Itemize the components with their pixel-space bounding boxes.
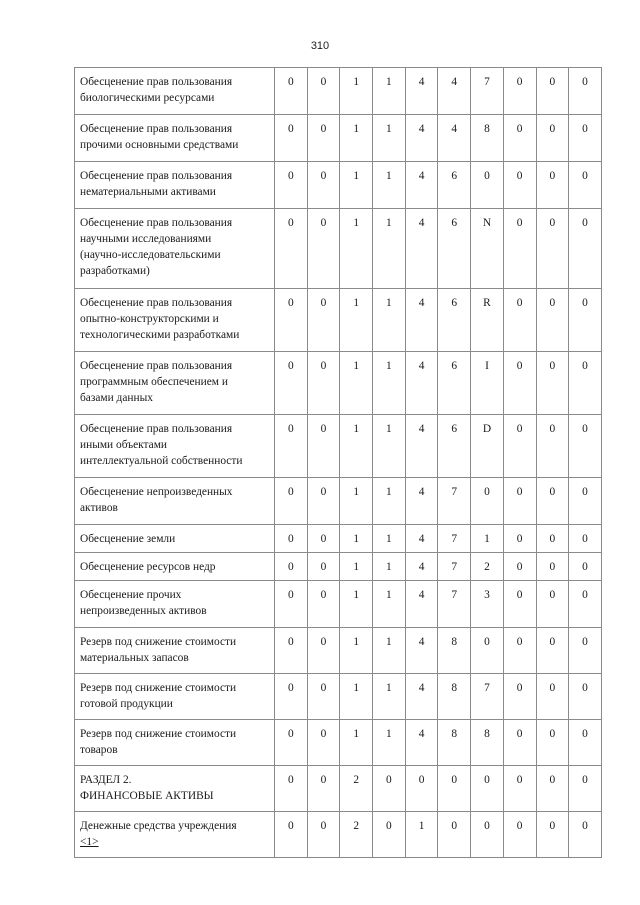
table-row [75, 478, 602, 525]
account-name-cell [75, 415, 275, 478]
code-digit-cell: 0 [569, 115, 602, 162]
code-digit-cell: 4 [405, 525, 438, 553]
code-digit-cell: 1 [340, 162, 373, 209]
code-digit-cell: 0 [503, 553, 536, 581]
table-row [75, 628, 602, 674]
code-digit-cell: 2 [340, 766, 373, 812]
code-digit-cell: 0 [536, 478, 569, 525]
code-digit-cell: 8 [438, 720, 471, 766]
code-digit-cell: 0 [471, 812, 504, 858]
account-name-line: нематериальными активами [80, 186, 216, 198]
code-digit-cell: 0 [307, 628, 340, 674]
code-digit-cell: 6 [438, 162, 471, 209]
code-digit-cell: 0 [307, 415, 340, 478]
code-digit-cell: 8 [471, 115, 504, 162]
code-digit-cell: 0 [307, 115, 340, 162]
account-name-line: разработками) [80, 265, 150, 277]
code-digit-cell: 1 [340, 115, 373, 162]
account-name-line: активов [80, 502, 118, 514]
code-digit-cell: N [471, 209, 504, 289]
table-body [75, 68, 602, 858]
code-digit-cell: 0 [503, 478, 536, 525]
table-row [75, 115, 602, 162]
code-digit-cell: 0 [536, 674, 569, 720]
code-digit-cell: 0 [503, 525, 536, 553]
code-digit-cell: 6 [438, 209, 471, 289]
account-name-line: Обесценение прав пользования [80, 123, 233, 135]
code-digit-cell: 0 [307, 525, 340, 553]
code-digit-cell: 0 [503, 628, 536, 674]
code-digit-cell: 0 [536, 812, 569, 858]
code-digit-cell: 4 [405, 628, 438, 674]
code-digit-cell: 0 [275, 720, 308, 766]
table-row [75, 289, 602, 352]
table-row [75, 352, 602, 415]
code-digit-cell: 4 [405, 553, 438, 581]
code-digit-cell: 0 [536, 581, 569, 628]
code-digit-cell: 4 [438, 115, 471, 162]
code-digit-cell: 1 [373, 289, 406, 352]
account-name-line: базами данных [80, 392, 153, 404]
table-row [75, 674, 602, 720]
code-digit-cell: 0 [503, 209, 536, 289]
code-digit-cell: 1 [373, 553, 406, 581]
code-digit-cell: 0 [275, 162, 308, 209]
code-digit-cell: 0 [503, 812, 536, 858]
code-digit-cell: 0 [569, 415, 602, 478]
code-digit-cell: 1 [373, 352, 406, 415]
code-digit-cell: 0 [275, 115, 308, 162]
code-digit-cell: 0 [536, 162, 569, 209]
code-digit-cell: 0 [569, 209, 602, 289]
code-digit-cell: 0 [275, 478, 308, 525]
code-digit-cell: 0 [275, 68, 308, 115]
code-digit-cell: 1 [373, 209, 406, 289]
account-name-line: биологическими ресурсами [80, 92, 215, 104]
account-name-line: Обесценение прав пользования [80, 360, 233, 372]
code-digit-cell: 0 [373, 766, 406, 812]
code-digit-cell: 0 [307, 674, 340, 720]
code-digit-cell: 1 [373, 68, 406, 115]
account-name-line: интеллектуальной собственности [80, 455, 243, 467]
account-name-cell [75, 162, 275, 209]
account-name-line: программным обеспечением и [80, 376, 228, 388]
account-name-cell [75, 289, 275, 352]
code-digit-cell: 1 [340, 720, 373, 766]
account-name-line: Обесценение прав пользования [80, 76, 233, 88]
account-name-line: Обесценение ресурсов недр [80, 561, 216, 573]
account-name-line: Обесценение прочих [80, 589, 182, 601]
account-name-line: Обесценение земли [80, 533, 176, 545]
code-digit-cell: 4 [405, 209, 438, 289]
code-digit-cell: 0 [536, 289, 569, 352]
code-digit-cell: 1 [340, 68, 373, 115]
code-digit-cell: 0 [275, 415, 308, 478]
account-name-line: Обесценение непроизведенных [80, 486, 233, 498]
account-name-line: ФИНАНСОВЫЕ АКТИВЫ [80, 790, 214, 802]
code-digit-cell: 0 [536, 628, 569, 674]
account-name-line: Обесценение прав пользования [80, 170, 233, 182]
account-name-cell [75, 115, 275, 162]
account-name-line: Резерв под снижение стоимости [80, 682, 237, 694]
accounts-table [74, 67, 602, 858]
account-name-line: научными исследованиями [80, 233, 212, 245]
code-digit-cell: 2 [340, 812, 373, 858]
code-digit-cell: 1 [340, 553, 373, 581]
code-digit-cell: 0 [275, 553, 308, 581]
code-digit-cell: 4 [405, 162, 438, 209]
code-digit-cell: 0 [503, 674, 536, 720]
code-digit-cell: 0 [471, 162, 504, 209]
account-name-line: Резерв под снижение стоимости [80, 728, 237, 740]
code-digit-cell: 0 [307, 553, 340, 581]
code-digit-cell: 0 [569, 812, 602, 858]
code-digit-cell: 0 [503, 581, 536, 628]
code-digit-cell: I [471, 352, 504, 415]
code-digit-cell: 0 [569, 68, 602, 115]
code-digit-cell: 0 [536, 525, 569, 553]
account-name-line: непроизведенных активов [80, 605, 207, 617]
code-digit-cell: 6 [438, 415, 471, 478]
account-name-line: (научно-исследовательскими [80, 249, 221, 261]
code-digit-cell: 0 [307, 162, 340, 209]
code-digit-cell: 0 [536, 115, 569, 162]
code-digit-cell: 0 [275, 812, 308, 858]
code-digit-cell: 8 [438, 628, 471, 674]
account-name-cell [75, 352, 275, 415]
code-digit-cell: 0 [438, 766, 471, 812]
code-digit-cell: 0 [275, 581, 308, 628]
account-name-line: материальных запасов [80, 652, 189, 664]
code-digit-cell: 0 [503, 766, 536, 812]
code-digit-cell: 0 [503, 68, 536, 115]
account-name-line: прочими основными средствами [80, 139, 239, 151]
code-digit-cell: 4 [405, 115, 438, 162]
code-digit-cell: 0 [275, 766, 308, 812]
code-digit-cell: 0 [307, 289, 340, 352]
table-row [75, 209, 602, 289]
code-digit-cell: R [471, 289, 504, 352]
code-digit-cell: 1 [471, 525, 504, 553]
code-digit-cell: 6 [438, 289, 471, 352]
code-digit-cell: 0 [569, 766, 602, 812]
code-digit-cell: 0 [569, 162, 602, 209]
code-digit-cell: 4 [405, 478, 438, 525]
table-row [75, 766, 602, 812]
account-name-cell [75, 674, 275, 720]
code-digit-cell: 1 [340, 674, 373, 720]
code-digit-cell: 6 [438, 352, 471, 415]
table-row [75, 525, 602, 553]
code-digit-cell: 7 [438, 553, 471, 581]
code-digit-cell: 4 [405, 289, 438, 352]
table-row [75, 812, 602, 858]
table-row [75, 720, 602, 766]
code-digit-cell: 0 [275, 525, 308, 553]
account-name-line: РАЗДЕЛ 2. [80, 774, 132, 786]
account-name-line: технологическими разработками [80, 329, 240, 341]
code-digit-cell: 1 [340, 581, 373, 628]
account-name-cell [75, 478, 275, 525]
code-digit-cell: 2 [471, 553, 504, 581]
code-digit-cell: 4 [405, 352, 438, 415]
code-digit-cell: 0 [569, 674, 602, 720]
code-digit-cell: 1 [373, 674, 406, 720]
code-digit-cell: 0 [569, 720, 602, 766]
code-digit-cell: 0 [471, 478, 504, 525]
code-digit-cell: 0 [569, 525, 602, 553]
account-name-cell [75, 581, 275, 628]
code-digit-cell: 4 [405, 68, 438, 115]
code-digit-cell: 0 [569, 581, 602, 628]
code-digit-cell: 0 [503, 115, 536, 162]
account-name-cell [75, 812, 275, 858]
code-digit-cell: 1 [340, 478, 373, 525]
page-number: 310 [310, 40, 330, 52]
account-name-line: Резерв под снижение стоимости [80, 636, 237, 648]
account-name-line: товаров [80, 744, 118, 756]
code-digit-cell: 0 [307, 766, 340, 812]
code-digit-cell: 1 [340, 525, 373, 553]
code-digit-cell: 0 [307, 720, 340, 766]
code-digit-cell: 0 [503, 352, 536, 415]
code-digit-cell: 0 [536, 352, 569, 415]
code-digit-cell: 7 [471, 674, 504, 720]
code-digit-cell: 0 [307, 478, 340, 525]
code-digit-cell: 0 [503, 289, 536, 352]
code-digit-cell: 1 [373, 115, 406, 162]
account-name-line: Обесценение прав пользования [80, 423, 233, 435]
account-name-cell [75, 209, 275, 289]
code-digit-cell: 0 [569, 628, 602, 674]
table-row [75, 68, 602, 115]
table-row [75, 581, 602, 628]
code-digit-cell: 0 [536, 720, 569, 766]
code-digit-cell: 0 [471, 766, 504, 812]
footnote-link[interactable]: <1> [80, 836, 99, 848]
code-digit-cell: 0 [275, 628, 308, 674]
code-digit-cell: 0 [275, 352, 308, 415]
code-digit-cell: 0 [307, 812, 340, 858]
code-digit-cell: 7 [438, 581, 471, 628]
code-digit-cell: 4 [405, 674, 438, 720]
account-name-cell [75, 766, 275, 812]
code-digit-cell: 4 [405, 415, 438, 478]
code-digit-cell: 0 [503, 162, 536, 209]
account-name-cell [75, 720, 275, 766]
account-name-line: Обесценение прав пользования [80, 297, 233, 309]
code-digit-cell: 1 [340, 352, 373, 415]
code-digit-cell: 0 [569, 553, 602, 581]
account-name-cell [75, 525, 275, 553]
code-digit-cell: 0 [536, 415, 569, 478]
account-name-line: Обесценение прав пользования [80, 217, 233, 229]
table-row [75, 553, 602, 581]
code-digit-cell: 1 [373, 628, 406, 674]
code-digit-cell: 8 [438, 674, 471, 720]
code-digit-cell: 1 [373, 525, 406, 553]
code-digit-cell: 1 [340, 209, 373, 289]
code-digit-cell: 0 [569, 352, 602, 415]
code-digit-cell: 7 [438, 478, 471, 525]
code-digit-cell: 1 [373, 581, 406, 628]
code-digit-cell: 1 [340, 415, 373, 478]
code-digit-cell: 0 [536, 209, 569, 289]
code-digit-cell: 0 [503, 415, 536, 478]
code-digit-cell: 1 [340, 289, 373, 352]
code-digit-cell: 4 [438, 68, 471, 115]
code-digit-cell: 0 [438, 812, 471, 858]
account-name-line: готовой продукции [80, 698, 173, 710]
code-digit-cell: 0 [503, 720, 536, 766]
code-digit-cell: 7 [438, 525, 471, 553]
code-digit-cell: 0 [405, 766, 438, 812]
account-name-line: Денежные средства учреждения [80, 820, 237, 832]
code-digit-cell: 7 [471, 68, 504, 115]
code-digit-cell: 0 [275, 209, 308, 289]
account-name-cell [75, 553, 275, 581]
code-digit-cell: D [471, 415, 504, 478]
code-digit-cell: 0 [569, 289, 602, 352]
account-name-cell [75, 628, 275, 674]
code-digit-cell: 0 [536, 68, 569, 115]
code-digit-cell: 1 [373, 720, 406, 766]
code-digit-cell: 0 [307, 352, 340, 415]
table-row [75, 415, 602, 478]
code-digit-cell: 3 [471, 581, 504, 628]
table-row [75, 162, 602, 209]
code-digit-cell: 0 [536, 553, 569, 581]
code-digit-cell: 0 [275, 289, 308, 352]
code-digit-cell: 1 [405, 812, 438, 858]
code-digit-cell: 0 [307, 581, 340, 628]
code-digit-cell: 1 [373, 162, 406, 209]
account-name-line: иными объектами [80, 439, 168, 451]
code-digit-cell: 0 [275, 674, 308, 720]
code-digit-cell: 0 [373, 812, 406, 858]
code-digit-cell: 1 [373, 478, 406, 525]
code-digit-cell: 0 [569, 478, 602, 525]
code-digit-cell: 4 [405, 581, 438, 628]
account-name-cell [75, 68, 275, 115]
code-digit-cell: 0 [471, 628, 504, 674]
code-digit-cell: 1 [373, 415, 406, 478]
code-digit-cell: 0 [307, 209, 340, 289]
code-digit-cell: 0 [307, 68, 340, 115]
code-digit-cell: 8 [471, 720, 504, 766]
account-name-line: опытно-конструкторскими и [80, 313, 219, 325]
code-digit-cell: 4 [405, 720, 438, 766]
code-digit-cell: 0 [536, 766, 569, 812]
code-digit-cell: 1 [340, 628, 373, 674]
